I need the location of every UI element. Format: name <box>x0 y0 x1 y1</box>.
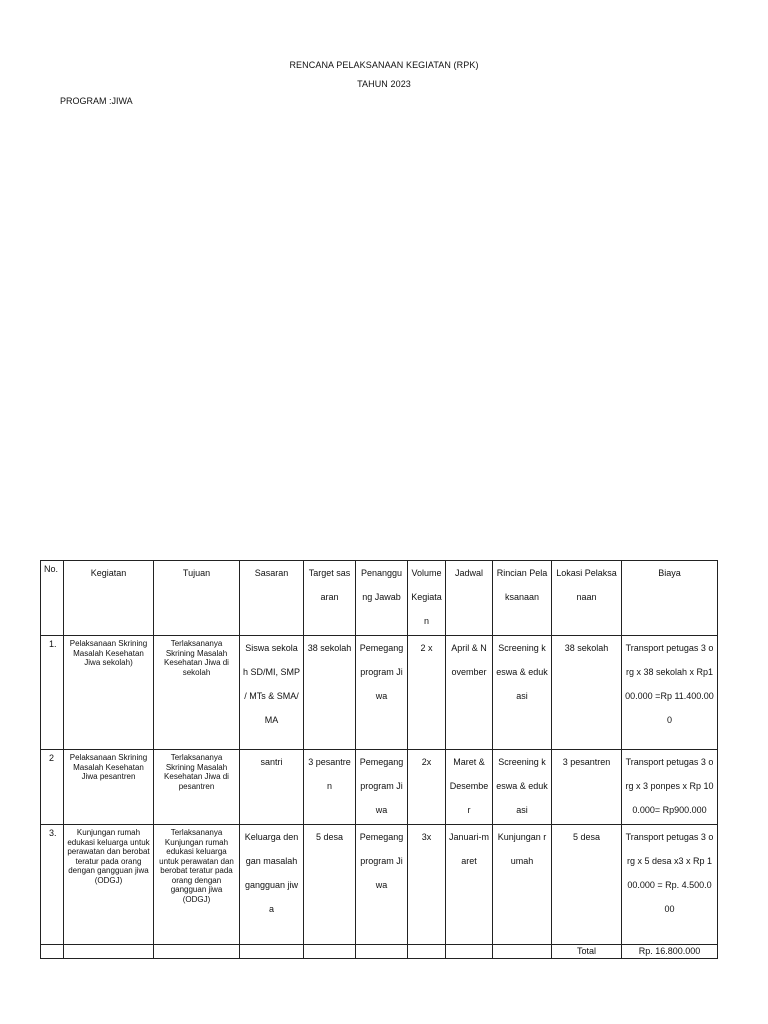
total-value: Rp. 16.800.000 <box>622 945 718 959</box>
cell-jadwal: Maret & Desember <box>446 750 493 825</box>
cell-tujuan: Terlaksananya Skrining Masalah Kesehatan Jiwa di sekolah <box>154 636 240 750</box>
cell-target: 3 pesantren <box>304 750 356 825</box>
cell-biaya: Transport petugas 3 org x 38 sekolah x Rp100.000 =Rp 11.400.000 <box>622 636 718 750</box>
cell-jadwal: Januari-maret <box>446 825 493 945</box>
header-volume: Volume Kegiatan <box>408 561 446 636</box>
cell-sasaran: Siswa sekolah SD/MI, SMP / MTs & SMA/ MA <box>240 636 304 750</box>
header-penanggung-jawab: Penanggung Jawab <box>356 561 408 636</box>
cell-sasaran: santri <box>240 750 304 825</box>
cell-target: 5 desa <box>304 825 356 945</box>
cell-empty <box>446 945 493 959</box>
cell-volume: 3x <box>408 825 446 945</box>
cell-penanggung-jawab: Pemegang program Jiwa <box>356 636 408 750</box>
cell-empty <box>408 945 446 959</box>
cell-empty <box>493 945 552 959</box>
cell-tujuan: Terlaksananya Skrining Masalah Kesehatan Jiwa di pesantren <box>154 750 240 825</box>
table-row <box>41 636 718 750</box>
cell-kegiatan: Pelaksanaan Skrining Masalah Kesehatan Jiwa pesantren <box>64 750 154 825</box>
cell-lokasi: 38 sekolah <box>552 636 622 750</box>
cell-biaya: Transport petugas 3 org x 5 desa x3 x Rp 100.000 = Rp. 4.500.000 <box>622 825 718 945</box>
cell-sasaran: Keluarga dengan masalah gangguan jiwa <box>240 825 304 945</box>
cell-penanggung-jawab: Pemegang program Jiwa <box>356 750 408 825</box>
cell-jadwal: April & November <box>446 636 493 750</box>
cell-rincian: Screening keswa & edukasi <box>493 636 552 750</box>
cell-no: 3. <box>41 825 64 945</box>
cell-penanggung-jawab: Pemegang program Jiwa <box>356 825 408 945</box>
cell-empty <box>356 945 408 959</box>
cell-no: 1. <box>41 636 64 750</box>
header-biaya: Biaya <box>622 561 718 636</box>
header-tujuan: Tujuan <box>154 561 240 636</box>
cell-empty <box>64 945 154 959</box>
table-header-row <box>41 561 718 636</box>
total-label: Total <box>552 945 622 959</box>
cell-biaya: Transport petugas 3 org x 3 ponpes x Rp 100.000= Rp900.000 <box>622 750 718 825</box>
cell-kegiatan: Pelaksanaan Skrining Masalah Kesehatan Jiwa sekolah) <box>64 636 154 750</box>
header-kegiatan: Kegiatan <box>64 561 154 636</box>
table-row <box>41 750 718 825</box>
table-row <box>41 825 718 945</box>
header-jadwal: Jadwal <box>446 561 493 636</box>
program-label: PROGRAM :JIWA <box>60 96 133 106</box>
cell-rincian: Kunjungan rumah <box>493 825 552 945</box>
header-target: Target sasaran <box>304 561 356 636</box>
cell-empty <box>154 945 240 959</box>
total-row <box>41 945 718 959</box>
cell-volume: 2 x <box>408 636 446 750</box>
cell-tujuan: Terlaksananya Kunjungan rumah edukasi keluarga untuk perawatan dan berobat teratur pada orang dengan gangguan jiwa (ODGJ) <box>154 825 240 945</box>
document-title: RENCANA PELAKSANAAN KEGIATAN (RPK) <box>289 60 479 70</box>
cell-lokasi: 3 pesantren <box>552 750 622 825</box>
rpk-table <box>40 560 718 959</box>
cell-empty <box>41 945 64 959</box>
cell-target: 38 sekolah <box>304 636 356 750</box>
cell-empty <box>304 945 356 959</box>
cell-no: 2 <box>41 750 64 825</box>
cell-volume: 2x <box>408 750 446 825</box>
cell-empty <box>240 945 304 959</box>
header-lokasi: Lokasi Pelaksanaan <box>552 561 622 636</box>
document-year: TAHUN 2023 <box>357 79 411 89</box>
header-no: No. <box>41 561 64 636</box>
cell-rincian: Screening keswa & edukasi <box>493 750 552 825</box>
header-sasaran: Sasaran <box>240 561 304 636</box>
cell-lokasi: 5 desa <box>552 825 622 945</box>
cell-kegiatan: Kunjungan rumah edukasi keluarga untuk perawatan dan berobat teratur pada orang dengan gangguan jiwa (ODGJ) <box>64 825 154 945</box>
header-rincian: Rincian Pelaksanaan <box>493 561 552 636</box>
